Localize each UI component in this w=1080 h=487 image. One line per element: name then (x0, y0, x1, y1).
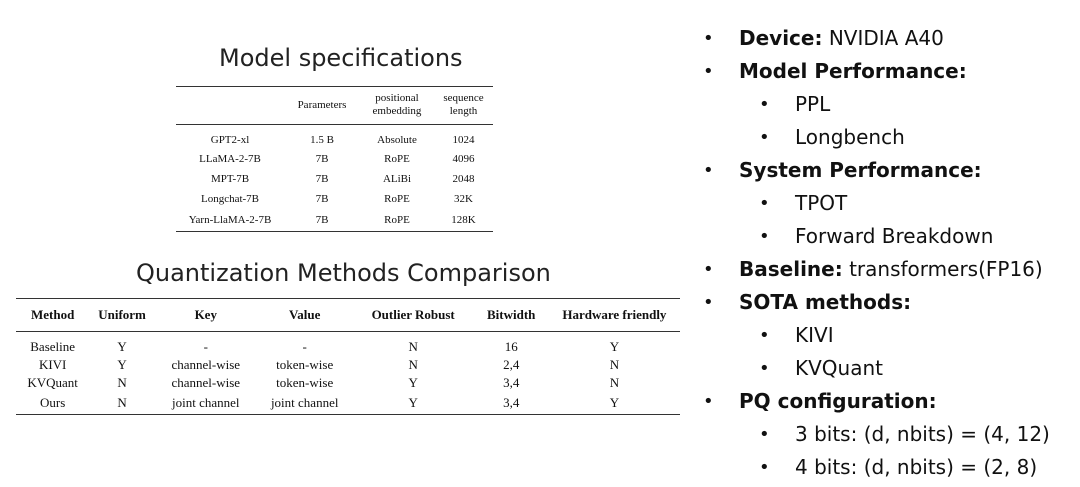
list-item (703, 352, 1073, 385)
model-spec-title: Model specifications (219, 44, 463, 72)
quant-header-cell: Outlier Robust (371, 307, 455, 322)
bullet-text: KIVI (795, 323, 834, 347)
table-cell: Y (609, 339, 620, 354)
table-cell: RoPE (384, 214, 410, 226)
quant-comparison-table (16, 298, 680, 415)
table-cell: 32K (454, 193, 473, 205)
table-cell: 1024 (452, 134, 475, 146)
table-cell: KIVI (38, 357, 67, 372)
table-cell: RoPE (384, 193, 410, 205)
table-cell: KVQuant (27, 375, 78, 390)
bullet-text: KVQuant (795, 356, 883, 380)
quant-header-cell: Hardware friendly (562, 307, 667, 322)
quant-header-row (16, 299, 680, 332)
bullet-icon: • (703, 61, 714, 82)
list-item (703, 319, 1073, 352)
spec-header-cell: Parameters (297, 98, 347, 111)
table-cell: token-wise (276, 357, 334, 372)
bullet-text: 3 bits: (d, nbits) = (4, 12) (795, 422, 1050, 446)
list-item (703, 187, 1073, 220)
quant-header-cell: Value (289, 307, 321, 322)
bullet-text: NVIDIA A40 (822, 26, 944, 50)
list-item (703, 253, 1073, 286)
table-cell: token-wise (276, 375, 334, 390)
table-cell: Absolute (377, 134, 417, 146)
table-cell: Y (117, 357, 127, 372)
table-cell: Ours (40, 395, 66, 410)
table-cell: 4096 (452, 153, 475, 165)
table-cell: joint channel (172, 395, 240, 410)
table-cell: 128K (451, 214, 476, 226)
table-cell: 3,4 (503, 395, 520, 410)
table-cell: N (117, 375, 127, 390)
bullet-icon: • (703, 259, 714, 280)
table-row (176, 209, 493, 232)
table-cell: Baseline (30, 339, 76, 354)
bullet-label: SOTA methods: (739, 290, 912, 314)
bullet-label: Model Performance: (739, 59, 967, 83)
bullet-icon: • (703, 160, 714, 181)
table-cell: 7B (315, 193, 329, 205)
table-cell: GPT2-xl (210, 134, 250, 146)
bullet-icon: • (703, 391, 714, 412)
bullet-text: TPOT (795, 191, 848, 215)
bullet-icon: • (759, 127, 770, 148)
bullet-icon: • (759, 94, 770, 115)
table-row (16, 374, 680, 392)
table-row (16, 332, 680, 357)
bullet-icon: • (703, 292, 714, 313)
list-item (703, 385, 1073, 418)
table-cell: joint channel (270, 395, 339, 410)
table-cell: 16 (504, 339, 518, 354)
bullet-icon: • (759, 193, 770, 214)
table-cell: N (609, 375, 620, 390)
table-cell: N (408, 357, 418, 372)
quant-header-cell: Bitwidth (486, 307, 536, 322)
list-item (703, 121, 1073, 154)
table-row (176, 189, 493, 209)
bullet-icon: • (759, 424, 770, 445)
bullet-text: 4 bits: (d, nbits) = (2, 8) (795, 455, 1038, 479)
table-cell: N (408, 339, 418, 354)
bullet-label: System Performance: (739, 158, 982, 182)
list-item (703, 451, 1073, 484)
spec-header-row (176, 87, 493, 125)
table-cell: - (302, 339, 307, 354)
list-item (703, 22, 1073, 55)
quant-header-cell: Key (194, 307, 217, 322)
bullet-label: Device: (739, 26, 823, 50)
table-cell: RoPE (384, 153, 410, 165)
spec-header-cell: sequence length (443, 92, 484, 117)
bullet-text: PPL (795, 92, 831, 116)
table-cell: 7B (315, 173, 329, 185)
quant-header-cell: Method (30, 307, 75, 322)
table-cell: Y (408, 395, 418, 410)
table-row (176, 149, 493, 169)
table-row (176, 169, 493, 189)
list-item (703, 154, 1073, 187)
table-cell: Y (117, 339, 127, 354)
table-cell: 1.5 B (310, 134, 334, 146)
list-item (703, 88, 1073, 121)
table-cell: N (609, 357, 620, 372)
table-cell: Yarn-LlaMA-2-7B (188, 214, 272, 226)
table-cell: Y (609, 395, 620, 410)
model-spec-table (176, 86, 493, 232)
table-cell: - (203, 339, 208, 354)
table-cell: Longchat-7B (200, 193, 260, 205)
table-cell: LLaMA-2-7B (199, 153, 261, 165)
table-cell: MPT-7B (210, 173, 250, 185)
table-cell: N (117, 395, 127, 410)
table-cell: 2,4 (503, 357, 520, 372)
table-cell: Y (408, 375, 418, 390)
bullet-icon: • (759, 457, 770, 478)
quant-header-cell: Uniform (98, 307, 146, 322)
bullet-icon: • (703, 28, 714, 49)
list-item (703, 220, 1073, 253)
list-item (703, 55, 1073, 88)
table-cell: 7B (315, 153, 329, 165)
table-cell: channel-wise (171, 375, 241, 390)
bullet-label: PQ configuration: (739, 389, 937, 413)
table-cell: channel-wise (171, 357, 241, 372)
table-cell: 2048 (452, 173, 475, 185)
list-item (703, 418, 1073, 451)
bullet-label: Baseline: (739, 257, 843, 281)
bullet-icon: • (759, 358, 770, 379)
experiment-setup-list (703, 22, 1073, 484)
quant-comparison-title: Quantization Methods Comparison (136, 259, 551, 287)
table-cell: 3,4 (503, 375, 520, 390)
spec-header-cell: positional embedding (372, 92, 422, 117)
bullet-text: Forward Breakdown (795, 224, 994, 248)
bullet-icon: • (759, 226, 770, 247)
bullet-text: transformers(FP16) (842, 257, 1043, 281)
bullet-icon: • (759, 325, 770, 346)
bullet-text: Longbench (795, 125, 905, 149)
table-row (16, 356, 680, 374)
table-cell: ALiBi (382, 173, 412, 185)
spec-header-cell (176, 87, 284, 125)
table-cell: 7B (315, 214, 329, 226)
table-row (176, 125, 493, 150)
list-item (703, 286, 1073, 319)
table-row (16, 392, 680, 415)
